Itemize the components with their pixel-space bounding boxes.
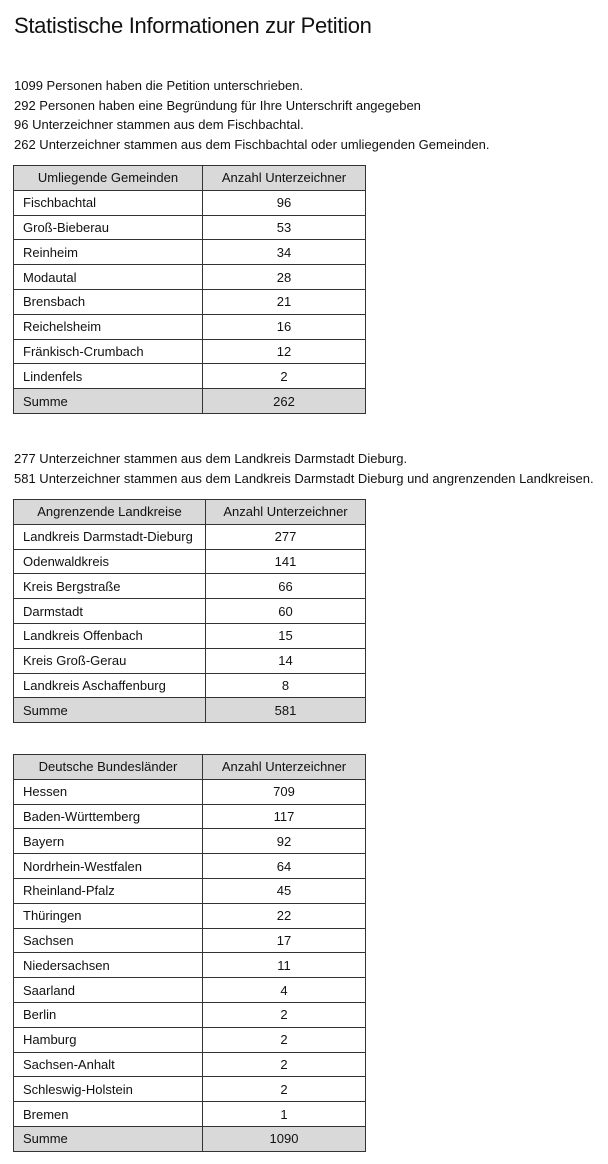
column-header: Angrenzende Landkreise bbox=[14, 500, 206, 525]
municipalities-table bbox=[13, 165, 366, 414]
row-label: Kreis Bergstraße bbox=[14, 574, 206, 599]
row-label: Landkreis Aschaffenburg bbox=[14, 673, 206, 698]
table-header-row bbox=[14, 755, 366, 780]
row-count: 66 bbox=[206, 574, 366, 599]
row-label: Groß-Bieberau bbox=[14, 215, 203, 240]
row-count: 709 bbox=[203, 779, 366, 804]
row-label: Hamburg bbox=[14, 1027, 203, 1052]
intro-text bbox=[14, 76, 489, 155]
sum-label: Summe bbox=[14, 1126, 203, 1151]
states-table bbox=[13, 754, 366, 1152]
table-row bbox=[14, 903, 366, 928]
table-row bbox=[14, 854, 366, 879]
row-label: Sachsen bbox=[14, 928, 203, 953]
table-row bbox=[14, 953, 366, 978]
intro-line: 262 Unterzeichner stammen aus dem Fischbachtal oder umliegenden Gemeinden. bbox=[14, 137, 490, 153]
row-label: Nordrhein-Westfalen bbox=[14, 854, 203, 879]
table-header-row bbox=[14, 166, 366, 191]
row-count: 53 bbox=[203, 215, 366, 240]
row-count: 92 bbox=[203, 829, 366, 854]
row-count: 2 bbox=[203, 1002, 366, 1027]
row-label: Fischbachtal bbox=[14, 190, 203, 215]
sum-row bbox=[14, 698, 366, 723]
row-label: Reinheim bbox=[14, 240, 203, 265]
table-row bbox=[14, 339, 366, 364]
row-count: 2 bbox=[203, 1052, 366, 1077]
row-label: Schleswig-Holstein bbox=[14, 1077, 203, 1102]
row-label: Lindenfels bbox=[14, 364, 203, 389]
row-label: Odenwaldkreis bbox=[14, 549, 206, 574]
sum-value: 262 bbox=[203, 389, 366, 414]
row-count: 2 bbox=[203, 364, 366, 389]
row-count: 15 bbox=[206, 623, 366, 648]
column-header: Anzahl Unterzeichner bbox=[203, 755, 366, 780]
table-header-row bbox=[14, 500, 366, 525]
table-row bbox=[14, 779, 366, 804]
table-row bbox=[14, 1002, 366, 1027]
table-row bbox=[14, 215, 366, 240]
row-count: 45 bbox=[203, 878, 366, 903]
table-row bbox=[14, 928, 366, 953]
row-label: Berlin bbox=[14, 1002, 203, 1027]
intro-line: 1099 Personen haben die Petition unterschrieben. bbox=[14, 78, 304, 93]
row-label: Modautal bbox=[14, 265, 203, 290]
row-label: Darmstadt bbox=[14, 599, 206, 624]
row-count: 17 bbox=[203, 928, 366, 953]
row-label: Fränkisch-Crumbach bbox=[14, 339, 203, 364]
table-row bbox=[14, 648, 366, 673]
row-count: 141 bbox=[206, 549, 366, 574]
row-label: Reichelsheim bbox=[14, 314, 203, 339]
district-line: 581 Unterzeichner stammen aus dem Landkreis Darmstadt Dieburg und angrenzenden Landkreisen. bbox=[14, 470, 594, 486]
table-row bbox=[14, 524, 366, 549]
table-row bbox=[14, 314, 366, 339]
row-count: 2 bbox=[203, 1027, 366, 1052]
row-label: Baden-Württemberg bbox=[14, 804, 203, 829]
row-count: 14 bbox=[206, 648, 366, 673]
table-row bbox=[14, 1102, 366, 1127]
sum-label: Summe bbox=[14, 698, 206, 723]
row-label: Bremen bbox=[14, 1102, 203, 1127]
row-count: 277 bbox=[206, 524, 366, 549]
row-count: 4 bbox=[203, 978, 366, 1003]
table-row bbox=[14, 364, 366, 389]
table-row bbox=[14, 623, 366, 648]
sum-row bbox=[14, 389, 366, 414]
table-row bbox=[14, 240, 366, 265]
column-header: Deutsche Bundesländer bbox=[14, 755, 203, 780]
district-line: 277 Unterzeichner stammen aus dem Landkreis Darmstadt Dieburg. bbox=[14, 451, 408, 466]
table-row bbox=[14, 804, 366, 829]
row-count: 16 bbox=[203, 314, 366, 339]
intro-line: 292 Personen haben eine Begründung für Ihre Unterschrift angegeben bbox=[14, 97, 421, 113]
row-label: Sachsen-Anhalt bbox=[14, 1052, 203, 1077]
row-count: 117 bbox=[203, 804, 366, 829]
row-count: 64 bbox=[203, 854, 366, 879]
page-title: Statistische Informationen zur Petition bbox=[14, 13, 372, 38]
sum-value: 581 bbox=[206, 698, 366, 723]
table-row bbox=[14, 673, 366, 698]
row-count: 60 bbox=[206, 599, 366, 624]
table-row bbox=[14, 549, 366, 574]
row-count: 96 bbox=[203, 190, 366, 215]
row-label: Landkreis Darmstadt-Dieburg bbox=[14, 524, 206, 549]
row-count: 2 bbox=[203, 1077, 366, 1102]
row-count: 34 bbox=[203, 240, 366, 265]
row-count: 8 bbox=[206, 673, 366, 698]
row-label: Bayern bbox=[14, 829, 203, 854]
table-row bbox=[14, 1027, 366, 1052]
row-label: Saarland bbox=[14, 978, 203, 1003]
column-header: Anzahl Unterzeichner bbox=[203, 166, 366, 191]
sum-row bbox=[14, 1126, 366, 1151]
table-row bbox=[14, 829, 366, 854]
row-count: 12 bbox=[203, 339, 366, 364]
column-header: Anzahl Unterzeichner bbox=[206, 500, 366, 525]
district-text bbox=[14, 449, 594, 488]
row-label: Niedersachsen bbox=[14, 953, 203, 978]
districts-table bbox=[13, 499, 366, 723]
row-count: 22 bbox=[203, 903, 366, 928]
intro-line: 96 Unterzeichner stammen aus dem Fischbachtal. bbox=[14, 117, 304, 133]
table-row bbox=[14, 1052, 366, 1077]
row-label: Rheinland-Pfalz bbox=[14, 878, 203, 903]
table-row bbox=[14, 599, 366, 624]
table-row bbox=[14, 289, 366, 314]
row-count: 11 bbox=[203, 953, 366, 978]
column-header: Umliegende Gemeinden bbox=[14, 166, 203, 191]
sum-label: Summe bbox=[14, 389, 203, 414]
row-count: 1 bbox=[203, 1102, 366, 1127]
table-row bbox=[14, 978, 366, 1003]
row-count: 28 bbox=[203, 265, 366, 290]
row-label: Kreis Groß-Gerau bbox=[14, 648, 206, 673]
table-row bbox=[14, 574, 366, 599]
row-label: Thüringen bbox=[14, 903, 203, 928]
table-row bbox=[14, 265, 366, 290]
sum-value: 1090 bbox=[203, 1126, 366, 1151]
row-label: Hessen bbox=[14, 779, 203, 804]
row-label: Brensbach bbox=[14, 289, 203, 314]
row-label: Landkreis Offenbach bbox=[14, 623, 206, 648]
table-row bbox=[14, 878, 366, 903]
table-row bbox=[14, 1077, 366, 1102]
table-row bbox=[14, 190, 366, 215]
row-count: 21 bbox=[203, 289, 366, 314]
